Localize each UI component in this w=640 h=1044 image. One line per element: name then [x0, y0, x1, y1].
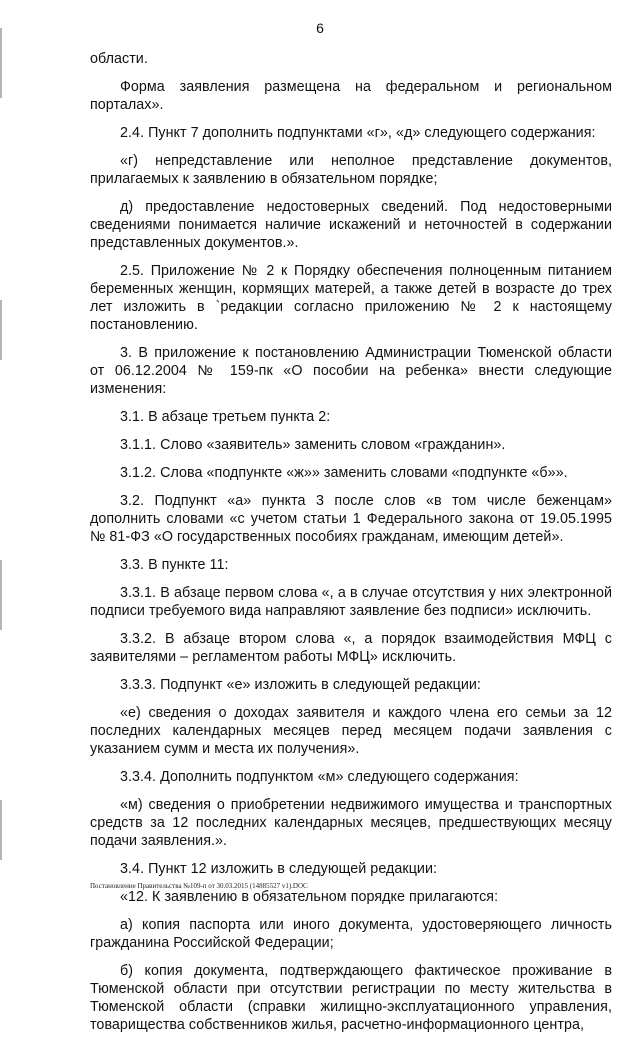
- paragraph: 3.4. Пункт 12 изложить в следующей редакции:: [120, 861, 438, 877]
- paragraph: «г) непредставление или неполное представление документов, прилагаемых к заявлению в обязательном порядке;: [90, 153, 612, 187]
- paragraph: 3.3.2. В абзаце втором слова «, а порядок взаимодействия МФЦ с заявителями – регламентом работы МФЦ» исключить.: [90, 631, 612, 665]
- paragraph: «м) сведения о приобретении недвижимого имущества и транспортных средств за 12 последних календарных месяцев, предшествующих месяцу подачи заявления.».: [90, 797, 612, 849]
- paragraph: 3.1.2. Слова «подпункте «ж»» заменить словами «подпункте «б»».: [120, 465, 568, 481]
- paragraph: 3.1. В абзаце третьем пункта 2:: [120, 409, 331, 425]
- paragraph: 3.2. Подпункт «а» пункта 3 после слов «в том числе беженцам» дополнить словами «с учетом статьи 1 Федерального закона от 19.05.1995 № 81-ФЗ «О государственных пособиях гражданам, имеющим детей».: [90, 493, 612, 545]
- document-body: [90, 50, 612, 1044]
- paragraph: а) копия паспорта или иного документа, удостоверяющего личность гражданина Российской Федерации;: [90, 917, 612, 951]
- paragraph: 2.5. Приложение № 2 к Порядку обеспечения полноценным питанием беременных женщин, кормящих матерей, а также детей в возрасте до трех лет изложить в `редакции согласно приложению № 2 к настоящему постановлению.: [90, 263, 612, 333]
- paragraph: области.: [90, 51, 148, 67]
- paragraph: б) копия документа, подтверждающего фактическое проживание в Тюменской области при отсутствии регистрации по месту жительства в Тюменской области (справки жилищно-эксплуатационного управления, товарищества собственников жилья, расчетно-информационного центра,: [90, 963, 612, 1033]
- paragraph: 2.4. Пункт 7 дополнить подпунктами «г», «д» следующего содержания:: [120, 125, 596, 141]
- paragraph: 3.3. В пункте 11:: [120, 557, 229, 573]
- paragraph: 3.3.1. В абзаце первом слова «, а в случае отсутствия у них электронной подписи требуемого вида направляют заявление без подписи» исключить.: [90, 585, 612, 619]
- paragraph: 3. В приложение к постановлению Администрации Тюменской области от 06.12.2004 № 159-пк «О пособии на ребенка» внести следующие изменения:: [90, 345, 612, 397]
- page-number: 6: [316, 20, 324, 36]
- paragraph: «е) сведения о доходах заявителя и каждого члена его семьи за 12 последних календарных месяцев перед месяцем подачи заявления с указанием сумм и места их получения».: [90, 705, 612, 757]
- paragraph: «12. К заявлению в обязательном порядке прилагаются:: [120, 889, 499, 905]
- paragraph: 3.3.4. Дополнить подпунктом «м» следующего содержания:: [120, 769, 519, 785]
- scan-edge-mark: [0, 300, 2, 360]
- document-footer: Постановление Правительства №109-п от 30.03.2015 (14885527 v1).DOC: [90, 882, 308, 890]
- scan-edge-mark: [0, 560, 2, 630]
- paragraph: 3.1.1. Слово «заявитель» заменить словом «гражданин».: [120, 437, 506, 453]
- scan-edge-mark: [0, 28, 2, 98]
- scan-edge-mark: [0, 800, 2, 860]
- paragraph: Форма заявления размещена на федеральном и региональном порталах».: [90, 79, 612, 113]
- paragraph: 3.3.3. Подпункт «е» изложить в следующей редакции:: [120, 677, 481, 693]
- paragraph: д) предоставление недостоверных сведений. Под недостоверными сведениями понимается наличие искажений и неточностей в содержании представленных документов.».: [90, 199, 612, 251]
